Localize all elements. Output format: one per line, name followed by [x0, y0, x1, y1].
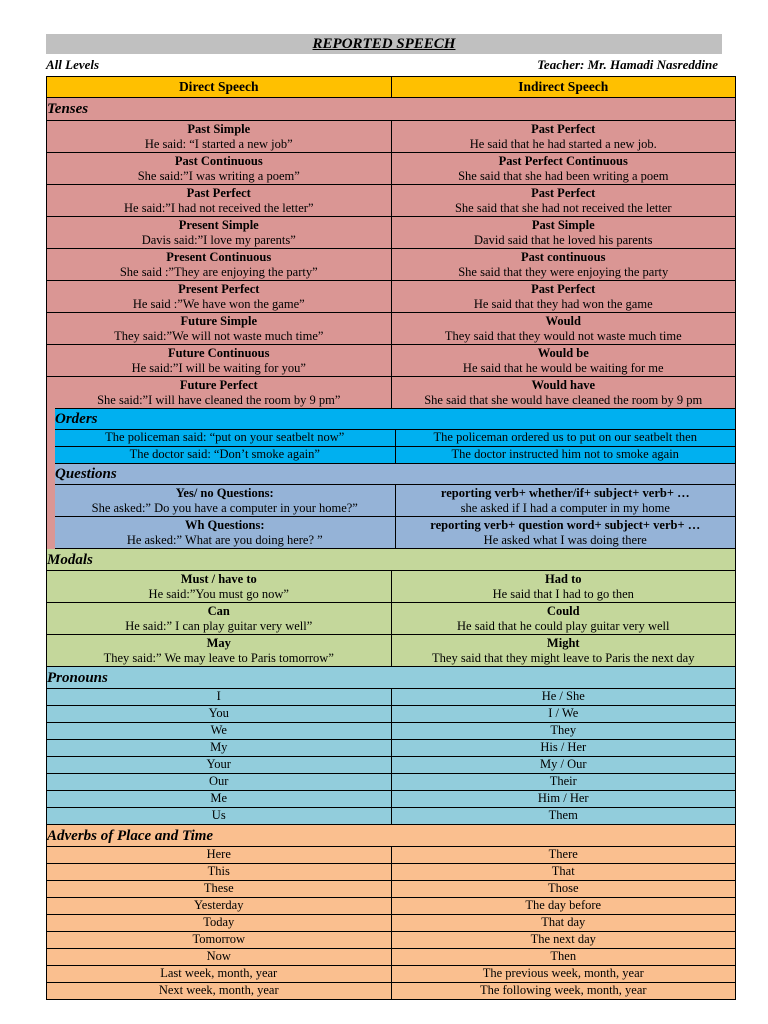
- rule-heading: Yes/ no Questions:: [175, 486, 274, 500]
- example-sentence: She said that she would have cleaned the room by 9 pm: [424, 392, 703, 407]
- direct-cell: [47, 121, 391, 152]
- table-row: [46, 932, 736, 949]
- indirect-cell: [391, 345, 736, 376]
- indirect-cell: I / We: [391, 706, 736, 722]
- example-sentence: Davis said:”I love my parents”: [141, 232, 296, 247]
- rule-heading: Past continuous: [521, 250, 606, 264]
- table-row: [54, 430, 736, 447]
- rule-heading: Future Simple: [180, 314, 257, 328]
- column-header-row: [46, 76, 736, 98]
- example-sentence: They said:”We will not waste much time”: [114, 328, 324, 343]
- rule-heading: Past Perfect: [531, 282, 596, 296]
- indirect-cell: Then: [391, 949, 736, 965]
- indirect-cell: Those: [391, 881, 736, 897]
- example-sentence: She said:”I was writing a poem”: [137, 168, 300, 183]
- rule-heading: Past Perfect Continuous: [498, 154, 628, 168]
- direct-cell: [47, 571, 391, 602]
- example-sentence: She said that she had been writing a poem: [458, 168, 669, 183]
- orders-rows: [46, 430, 736, 464]
- rule-heading: Present Continuous: [166, 250, 272, 264]
- rule-heading: Past Perfect: [531, 122, 596, 136]
- indirect-cell: That day: [391, 915, 736, 931]
- table-row: [46, 121, 736, 153]
- example-sentence: He said:”You must go now”: [148, 586, 289, 601]
- example-sentence: He said: “I started a new job”: [144, 136, 293, 151]
- example-sentence: She said that they were enjoying the party: [458, 264, 669, 279]
- direct-cell: I: [47, 689, 391, 705]
- direct-cell: [47, 153, 391, 184]
- rule-heading: Might: [546, 636, 580, 650]
- section-title-orders: Orders: [54, 409, 736, 430]
- rule-heading: Would be: [537, 346, 589, 360]
- direct-cell: Me: [47, 791, 391, 807]
- table-row: [46, 774, 736, 791]
- direct-cell: Today: [47, 915, 391, 931]
- example-sentence: He said :”We have won the game”: [132, 296, 305, 311]
- rule-heading: Present Perfect: [178, 282, 260, 296]
- indirect-cell: [391, 313, 736, 344]
- rule-heading: Past Continuous: [174, 154, 263, 168]
- direct-cell: [47, 313, 391, 344]
- direct-cell: We: [47, 723, 391, 739]
- direct-cell: Yesterday: [47, 898, 391, 914]
- indirect-cell: [391, 121, 736, 152]
- example-sentence: He asked what I was doing there: [483, 532, 647, 547]
- direct-cell: [47, 217, 391, 248]
- indirect-cell: [391, 153, 736, 184]
- indirect-cell: [391, 603, 736, 634]
- direct-cell: [47, 603, 391, 634]
- table-row: [46, 635, 736, 667]
- direct-cell: Here: [47, 847, 391, 863]
- example-sentence: He said:” I can play guitar very well”: [125, 618, 313, 633]
- indirect-cell: [391, 635, 736, 666]
- table-row: [46, 757, 736, 774]
- direct-cell: Now: [47, 949, 391, 965]
- table-row: [46, 847, 736, 864]
- table-row: [46, 983, 736, 1000]
- section-title-modals: Modals: [46, 549, 736, 571]
- section-title-tenses: Tenses: [46, 98, 736, 121]
- rule-heading: Would: [545, 314, 581, 328]
- table-row: [46, 217, 736, 249]
- direct-cell: Last week, month, year: [47, 966, 391, 982]
- example-sentence: He said:”I had not received the letter”: [124, 200, 314, 215]
- direct-cell: Tomorrow: [47, 932, 391, 948]
- rule-heading: reporting verb+ question word+ subject+ verb+ …: [430, 518, 701, 532]
- indirect-cell: The following week, month, year: [391, 983, 736, 999]
- indirect-cell: [391, 377, 736, 408]
- column-header-indirect: Indirect Speech: [391, 77, 736, 97]
- rule-heading: Past Perfect: [186, 186, 251, 200]
- direct-cell: My: [47, 740, 391, 756]
- level-label: All Levels: [46, 57, 100, 72]
- table-row: [46, 966, 736, 983]
- direct-cell: The doctor said: “Don’t smoke again”: [55, 447, 395, 463]
- indirect-cell: That: [391, 864, 736, 880]
- table-row: [46, 864, 736, 881]
- direct-cell: [55, 485, 395, 516]
- indirect-cell: The day before: [391, 898, 736, 914]
- example-sentence: she asked if I had a computer in my home: [460, 500, 670, 515]
- example-sentence: He said that he had started a new job.: [469, 136, 657, 151]
- questions-rows: [46, 485, 736, 549]
- direct-cell: These: [47, 881, 391, 897]
- section-title-questions: Questions: [54, 464, 736, 485]
- table-row: [46, 915, 736, 932]
- indirect-cell: The doctor instructed him not to smoke again: [395, 447, 736, 463]
- rule-heading: May: [206, 636, 231, 650]
- rule-heading: Would have: [531, 378, 596, 392]
- direct-cell: [47, 249, 391, 280]
- indirect-cell: His / Her: [391, 740, 736, 756]
- direct-cell: The policeman said: “put on your seatbelt now”: [55, 430, 395, 446]
- direct-cell: This: [47, 864, 391, 880]
- indirect-cell: He / She: [391, 689, 736, 705]
- example-sentence: He said that I had to go then: [492, 586, 634, 601]
- section-title-pronouns: Pronouns: [46, 667, 736, 689]
- indirect-cell: Him / Her: [391, 791, 736, 807]
- example-sentence: They said that they might leave to Paris the next day: [432, 650, 695, 665]
- indirect-cell: [395, 517, 736, 548]
- rule-heading: Present Simple: [178, 218, 259, 232]
- page-title: REPORTED SPEECH: [46, 34, 722, 54]
- indirect-cell: [391, 185, 736, 216]
- indirect-cell: [391, 217, 736, 248]
- indirect-cell: They: [391, 723, 736, 739]
- direct-cell: [47, 377, 391, 408]
- table-row: [46, 153, 736, 185]
- example-sentence: He said that he could play guitar very well: [457, 618, 670, 633]
- table-row: [46, 603, 736, 635]
- example-sentence: David said that he loved his parents: [474, 232, 653, 247]
- rule-heading: Past Simple: [187, 122, 251, 136]
- example-sentence: They said:” We may leave to Paris tomorrow”: [103, 650, 334, 665]
- table-row: [54, 485, 736, 517]
- tenses-rows: [46, 121, 736, 409]
- table-row: [46, 706, 736, 723]
- example-sentence: He asked:” What are you doing here? ”: [126, 532, 323, 547]
- example-sentence: He said that they had won the game: [473, 296, 653, 311]
- table-row: [46, 791, 736, 808]
- table-row: [46, 345, 736, 377]
- table-row: [54, 447, 736, 464]
- direct-cell: [47, 185, 391, 216]
- column-header-direct: Direct Speech: [47, 77, 391, 97]
- rule-heading: Future Perfect: [179, 378, 258, 392]
- direct-cell: Us: [47, 808, 391, 824]
- example-sentence: She said :”They are enjoying the party”: [119, 264, 318, 279]
- direct-cell: You: [47, 706, 391, 722]
- rule-heading: reporting verb+ whether/if+ subject+ verb+ …: [440, 486, 690, 500]
- rule-heading: Past Simple: [531, 218, 595, 232]
- rule-heading: Can: [207, 604, 230, 618]
- indirect-cell: Them: [391, 808, 736, 824]
- table-row: [46, 881, 736, 898]
- indirect-cell: [395, 485, 736, 516]
- table-row: [54, 517, 736, 549]
- example-sentence: She said that she had not received the letter: [454, 200, 672, 215]
- indirect-cell: [391, 571, 736, 602]
- direct-cell: Our: [47, 774, 391, 790]
- indirect-cell: [391, 281, 736, 312]
- indirect-cell: The previous week, month, year: [391, 966, 736, 982]
- adverbs-rows: [46, 847, 736, 1000]
- table-row: [46, 571, 736, 603]
- table-row: [46, 185, 736, 217]
- direct-cell: [47, 635, 391, 666]
- rule-heading: Had to: [545, 572, 582, 586]
- example-sentence: They said that they would not waste much time: [444, 328, 682, 343]
- example-sentence: He said that he would be waiting for me: [462, 360, 664, 375]
- table-row: [46, 723, 736, 740]
- direct-cell: [55, 517, 395, 548]
- table-row: [46, 249, 736, 281]
- example-sentence: She asked:” Do you have a computer in your home?”: [91, 500, 358, 515]
- direct-cell: Your: [47, 757, 391, 773]
- modals-rows: [46, 571, 736, 667]
- rule-heading: Future Continuous: [167, 346, 270, 360]
- direct-cell: Next week, month, year: [47, 983, 391, 999]
- reported-speech-table: [46, 76, 736, 1000]
- table-row: [46, 689, 736, 706]
- example-sentence: She said:”I will have cleaned the room by 9 pm”: [97, 392, 341, 407]
- indirect-cell: [391, 249, 736, 280]
- table-row: [46, 898, 736, 915]
- pronouns-rows: [46, 689, 736, 825]
- rule-heading: Must / have to: [180, 572, 257, 586]
- table-row: [46, 949, 736, 966]
- indirect-cell: Their: [391, 774, 736, 790]
- table-row: [46, 740, 736, 757]
- direct-cell: [47, 345, 391, 376]
- indirect-cell: The policeman ordered us to put on our seatbelt then: [395, 430, 736, 446]
- rule-heading: Could: [546, 604, 580, 618]
- example-sentence: He said:”I will be waiting for you”: [131, 360, 306, 375]
- teacher-label: Teacher: Mr. Hamadi Nasreddine: [537, 57, 718, 72]
- direct-cell: [47, 281, 391, 312]
- indirect-cell: The next day: [391, 932, 736, 948]
- table-row: [46, 313, 736, 345]
- section-title-adverbs: Adverbs of Place and Time: [46, 825, 736, 847]
- rule-heading: Wh Questions:: [184, 518, 265, 532]
- indirect-cell: My / Our: [391, 757, 736, 773]
- indirect-cell: There: [391, 847, 736, 863]
- table-row: [46, 377, 736, 409]
- rule-heading: Past Perfect: [531, 186, 596, 200]
- table-row: [46, 281, 736, 313]
- table-row: [46, 808, 736, 825]
